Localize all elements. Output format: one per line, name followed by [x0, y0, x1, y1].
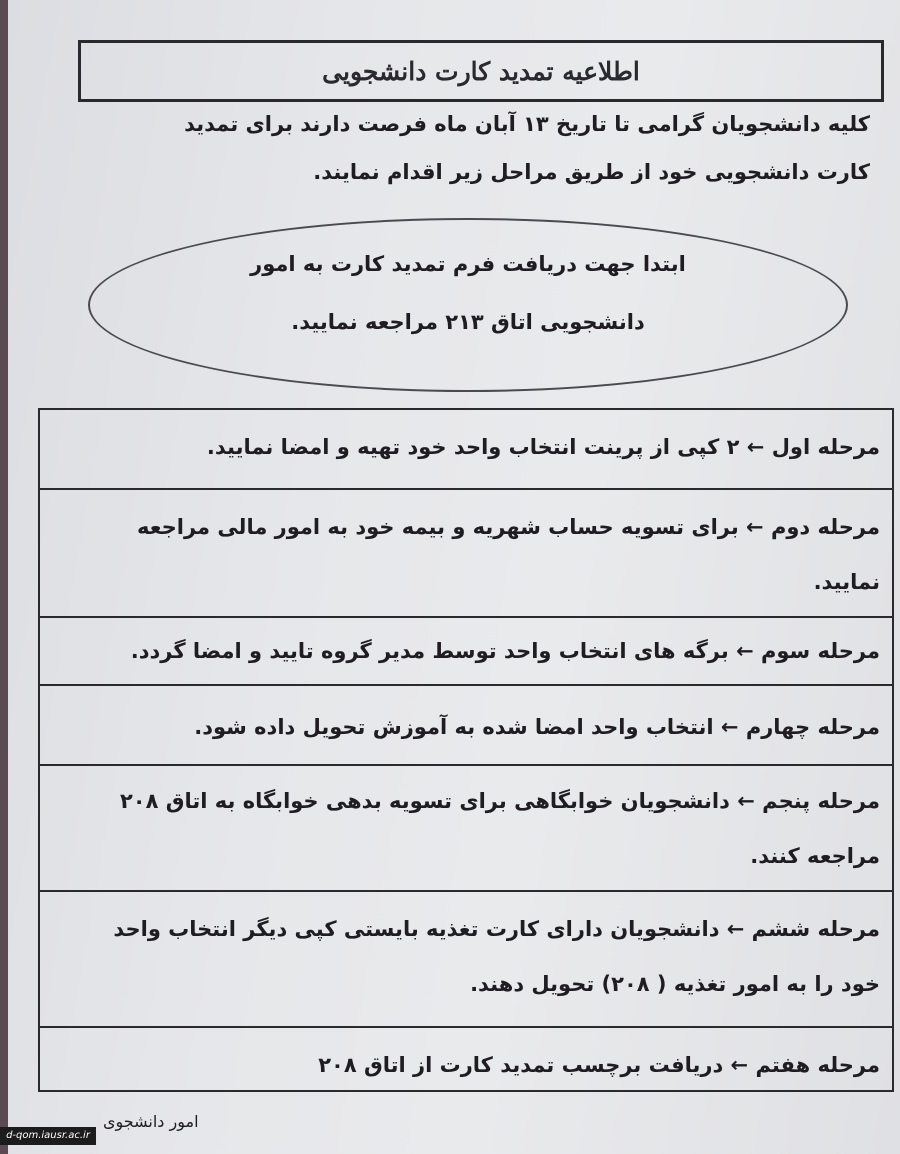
step-row — [40, 490, 892, 618]
step-6-text-line-2: خود را به امور تغذیه ( ۲۰۸) تحویل دهند. — [470, 972, 880, 996]
step-5-text-line-1: مرحله پنجم ← دانشجویان خوابگاهی برای تسویه بدهی خوابگاه به اتاق ۲۰۸ — [119, 789, 880, 813]
footer-signature: امور دانشجوی — [103, 1112, 199, 1131]
intro-line-2: کارت دانشجویی خود از طریق مراحل زیر اقدام نمایند. — [313, 160, 870, 184]
step-3-text: مرحله سوم ← برگه های انتخاب واحد توسط مدیر گروه تایید و امضا گردد. — [130, 639, 880, 663]
oval-line-1: ابتدا جهت دریافت فرم تمدید کارت به امور — [250, 252, 686, 276]
step-row — [40, 618, 892, 686]
step-6-text-line-1: مرحله ششم ← دانشجویان دارای کارت تغذیه بایستی کپی دیگر انتخاب واحد — [113, 917, 880, 941]
step-5-text-line-2: مراجعه کنند. — [750, 844, 880, 868]
step-row — [40, 410, 892, 490]
step-row — [40, 686, 892, 766]
step-row — [40, 892, 892, 1028]
step-4-text: مرحله چهارم ← انتخاب واحد امضا شده به آموزش تحویل داده شود. — [194, 715, 880, 739]
step-2-text-line-2: نمایید. — [813, 570, 880, 594]
site-watermark: d-qom.iausr.ac.ir — [0, 1127, 96, 1145]
step-row — [40, 1028, 892, 1090]
instruction-oval — [88, 218, 848, 392]
notice-paper — [8, 0, 900, 1154]
step-row — [40, 766, 892, 892]
oval-line-2: دانشجویی اتاق ۲۱۳ مراجعه نمایید. — [291, 310, 645, 334]
step-2-text-line-1: مرحله دوم ← برای تسویه حساب شهریه و بیمه خود به امور مالی مراجعه — [137, 515, 880, 539]
step-1-text: مرحله اول ← ۲ کپی از پرینت انتخاب واحد خود تهیه و امضا نمایید. — [206, 435, 880, 459]
intro-line-1: کلیه دانشجویان گرامی تا تاریخ ۱۳ آبان ماه فرصت دارند برای تمدید — [184, 112, 870, 136]
step-7-text: مرحله هفتم ← دریافت برچسب تمدید کارت از اتاق ۲۰۸ — [318, 1053, 880, 1077]
title-box — [78, 40, 884, 102]
steps-table — [38, 408, 894, 1092]
page-title: اطلاعیه تمدید کارت دانشجویی — [322, 56, 640, 86]
